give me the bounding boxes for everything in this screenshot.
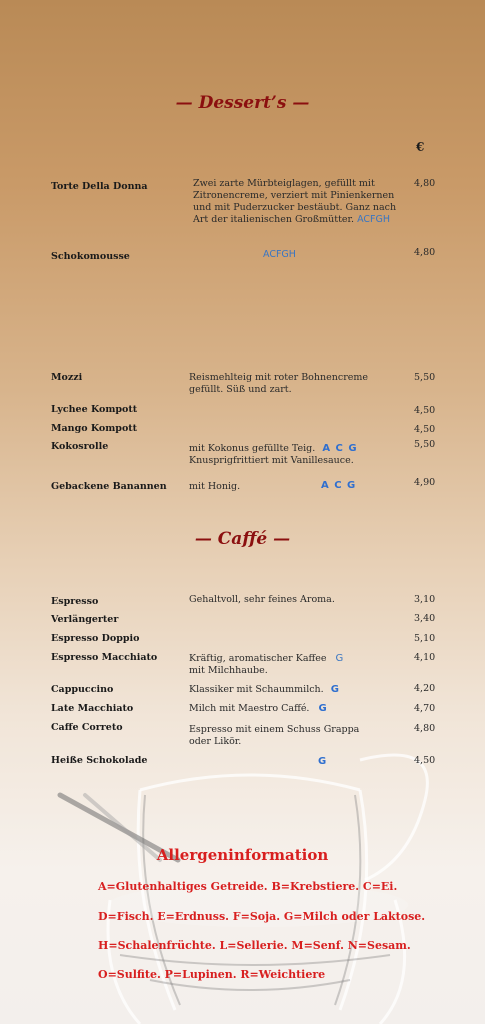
- caffe-name: Espresso Macchiato: [51, 652, 158, 663]
- desserts-heading: — Dessert’s —: [175, 93, 310, 113]
- caffe-name: Espresso: [51, 596, 99, 607]
- dessert-name: Schokomousse: [51, 251, 130, 262]
- allergen-code: G: [318, 756, 328, 767]
- dessert-price: 4,50: [414, 405, 436, 416]
- caffe-price: 4,50: [414, 755, 436, 766]
- allergen-line: H=Schalenfrüchte. L=Sellerie. M=Senf. N=Sesam.: [98, 939, 411, 952]
- allergen-code: ACFGH: [263, 249, 296, 260]
- caffe-description: Espresso mit einem Schuss Grappa oder Likör.: [189, 724, 360, 747]
- dessert-name: Mozzi: [51, 372, 83, 383]
- dessert-name: Kokosrolle: [51, 441, 109, 452]
- dessert-name: Gebackene Banannen: [51, 481, 167, 492]
- dessert-description: mit Honig.: [189, 481, 241, 492]
- dessert-price: 4,80: [414, 247, 436, 258]
- caffe-description: Klassiker mit Schaummilch. G: [189, 684, 340, 695]
- allergen-code: A C G: [321, 480, 357, 491]
- allergen-code: G: [318, 703, 328, 714]
- dessert-price: 5,50: [414, 439, 436, 450]
- allergen-code: ACFGH: [357, 214, 391, 225]
- caffe-name: Late Macchiato: [51, 703, 134, 714]
- allergen-line: D=Fisch. E=Erdnuss. F=Soja. G=Milch oder Laktose.: [98, 910, 426, 923]
- allergen-code: G: [330, 684, 340, 695]
- currency-symbol: €: [416, 140, 425, 154]
- caffe-name: Espresso Doppio: [51, 633, 140, 644]
- caffe-price: 3,40: [414, 613, 436, 624]
- dessert-name: Lychee Kompott: [51, 404, 138, 415]
- dessert-description: Reismehlteig mit roter Bohnencreme gefüllt. Süß und zart.: [189, 372, 368, 395]
- allergen-code: G: [335, 653, 344, 664]
- allergen-line: A=Glutenhaltiges Getreide. B=Krebstiere. C=Ei.: [98, 880, 398, 893]
- caffe-price: 4,80: [414, 723, 436, 734]
- caffe-price: 5,10: [414, 633, 436, 644]
- allergen-title: Allergeninformation: [156, 846, 329, 864]
- dessert-price: 4,90: [414, 477, 436, 488]
- caffe-price: 4,10: [414, 652, 436, 663]
- caffe-price: 4,20: [414, 683, 436, 694]
- caffe-heading: — Caffé —: [194, 529, 291, 549]
- dessert-name: Torte Della Donna: [51, 181, 148, 192]
- caffe-description: Kräftig, aromatischer Kaffee G mit Milchhaube.: [189, 653, 344, 676]
- dessert-name: Mango Kompott: [51, 423, 138, 434]
- dessert-price: 4,80: [414, 178, 436, 189]
- allergen-code: A C G: [322, 443, 358, 454]
- dessert-price: 5,50: [414, 372, 436, 383]
- dessert-price: 4,50: [414, 424, 436, 435]
- caffe-description: Gehaltvoll, sehr feines Aroma.: [189, 594, 335, 605]
- caffe-name: Caffe Correto: [51, 722, 123, 733]
- allergen-line: O=Sulfite. P=Lupinen. R=Weichtiere: [98, 968, 326, 981]
- caffe-name: Verlängerter: [51, 614, 119, 625]
- caffe-description: Milch mit Maestro Caffé. G: [189, 703, 328, 714]
- caffe-name: Heiße Schokolade: [51, 755, 148, 766]
- caffe-price: 4,70: [414, 703, 436, 714]
- caffe-name: Cappuccino: [51, 684, 114, 695]
- dessert-description: mit Kokonus gefüllte Teig. A C G Knusprigfrittiert mit Vanillesauce.: [189, 443, 358, 466]
- caffe-price: 3,10: [414, 594, 436, 605]
- dessert-description: Zwei zarte Mürbteiglagen, gefüllt mit Zitronencreme, verziert mit Pinienkernen und mit Puderzucker bestäubt. Ganz nach Art der italienischen Großmütter. ACFGH: [193, 178, 397, 225]
